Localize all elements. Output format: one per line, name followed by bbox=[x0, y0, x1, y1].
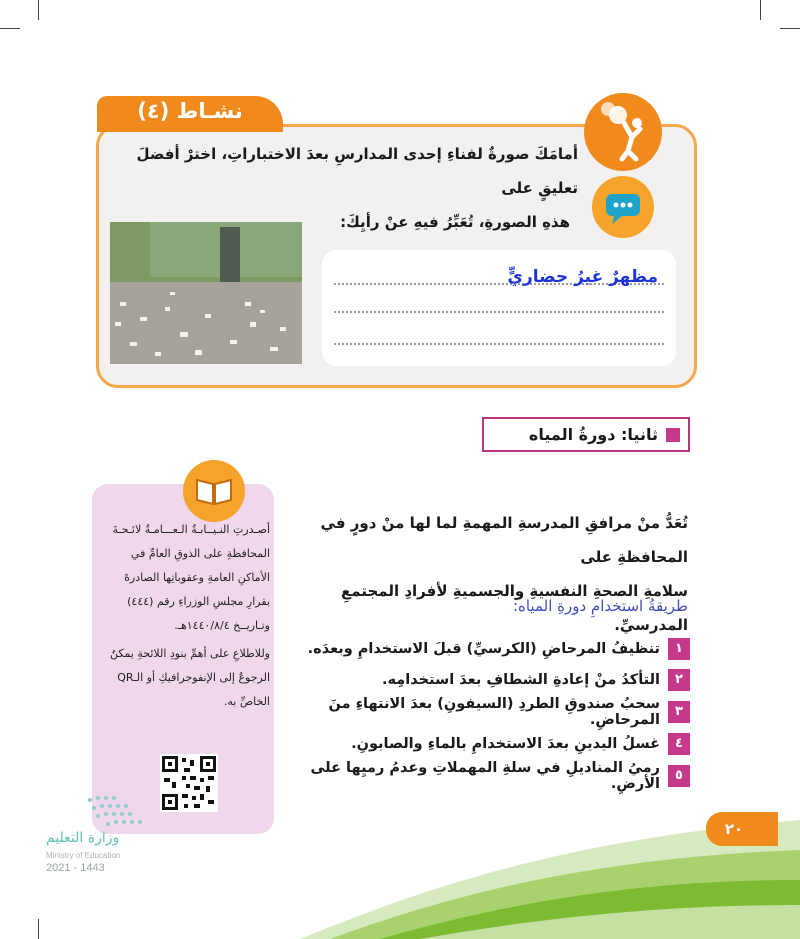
intro-paragraph bbox=[286, 506, 688, 642]
chat-bubble-icon bbox=[592, 176, 654, 238]
step-text: تنظيفُ المرحاضِ (الكرسيِّ) قبلَ الاستخدامِ وبعدَه. bbox=[307, 641, 660, 657]
step-number: ٥ bbox=[668, 765, 690, 787]
ministry-name-english: Ministry of Education bbox=[46, 851, 121, 860]
note-paragraph: وللاطلاعِ على أهمِّ بنودِ اللائحةِ يمكنُ الرجوعُ إلى الإنفوجرافيكِ أو الـQR الخاصِّ به. bbox=[109, 647, 270, 708]
ministry-logo-dots bbox=[86, 794, 148, 830]
step-item bbox=[286, 760, 690, 792]
balloon-figure-icon bbox=[584, 93, 662, 171]
qr-code[interactable] bbox=[160, 754, 218, 812]
intro-line: تُعَدُّ منْ مرافقِ المدرسةِ المهمةِ لما لها منْ دورٍ في المحافظةِ على bbox=[320, 514, 688, 566]
instruction-line: أمامَكَ صورةٌ لفناءِ إحدى المدارسِ بعدَ الاختباراتِ، اخترْ أفضلَ تعليقٍ على bbox=[136, 145, 578, 197]
step-text: سحبُ صندوقِ الطردِ (السيفونِ) بعدَ الانتهاءِ منَ المرحاضِ. bbox=[328, 696, 660, 728]
handwritten-answer: مظهرٌ غيرُ حضاريٍّ bbox=[507, 267, 658, 287]
step-number: ١ bbox=[668, 638, 690, 660]
section-heading: ثانيا: دورةُ المياه bbox=[528, 425, 658, 444]
activity-icon-circle bbox=[584, 93, 662, 171]
step-text: غسلُ اليدينِ بعدَ الاستخدامِ بالماءِ والصابونِ. bbox=[351, 736, 660, 752]
answer-line-3 bbox=[334, 343, 664, 345]
step-text: رميُ المناديلِ في سلةِ المهملاتِ وعدمُ رميِها على الأرضِ. bbox=[310, 760, 660, 792]
ministry-name-arabic: وزارة التعليم bbox=[46, 830, 120, 846]
littered-courtyard-image bbox=[110, 222, 302, 364]
step-item bbox=[286, 636, 690, 662]
note-paragraph: أصـدرتِ النـيــابـةُ الـعـــامـةُ لائـحـةَ المحافظةِ على الذوقِ العامِّ في الأماكنِ العامةِ وعقوباتِها الصادرةَ بقرارِ مجلسِ الوزراءِ رقم (٤٤٤) وتـاريــخ ١٤٤٠/٨/٤هـ. bbox=[112, 523, 270, 632]
step-item bbox=[286, 667, 690, 693]
step-item bbox=[286, 731, 690, 757]
ministry-year: 2021 - 1443 bbox=[46, 862, 105, 874]
info-note-text bbox=[98, 518, 270, 718]
page-number: ٢٠ bbox=[724, 820, 744, 838]
step-text: التأكدُ منْ إعادةِ الشطافِ بعدَ استخدامِه. bbox=[382, 672, 660, 688]
answer-line-2 bbox=[334, 311, 664, 313]
step-number: ٣ bbox=[668, 701, 690, 723]
schoolyard-photo bbox=[110, 222, 302, 364]
chat-icon-circle bbox=[592, 176, 654, 238]
instruction-line: هذهِ الصورةِ، تُعَبِّرُ فيهِ عنْ رأيِكَ: bbox=[340, 213, 570, 231]
method-title: طريقةُ استخدامِ دورةِ المياه: bbox=[512, 597, 688, 615]
section-bullet-square bbox=[666, 428, 680, 442]
step-number: ٤ bbox=[668, 733, 690, 755]
activity-title: نشـاط (٤) bbox=[137, 99, 243, 123]
open-book-icon bbox=[183, 460, 245, 522]
qr-code-icon bbox=[160, 754, 218, 812]
book-icon-circle bbox=[183, 460, 245, 522]
step-number: ٢ bbox=[668, 669, 690, 691]
intro-line: سلامةِ الصحةِ النفسيةِ والجسميةِ لأفرادِ المجتمعِ المدرسيِّ. bbox=[341, 582, 688, 634]
step-item bbox=[286, 696, 690, 728]
